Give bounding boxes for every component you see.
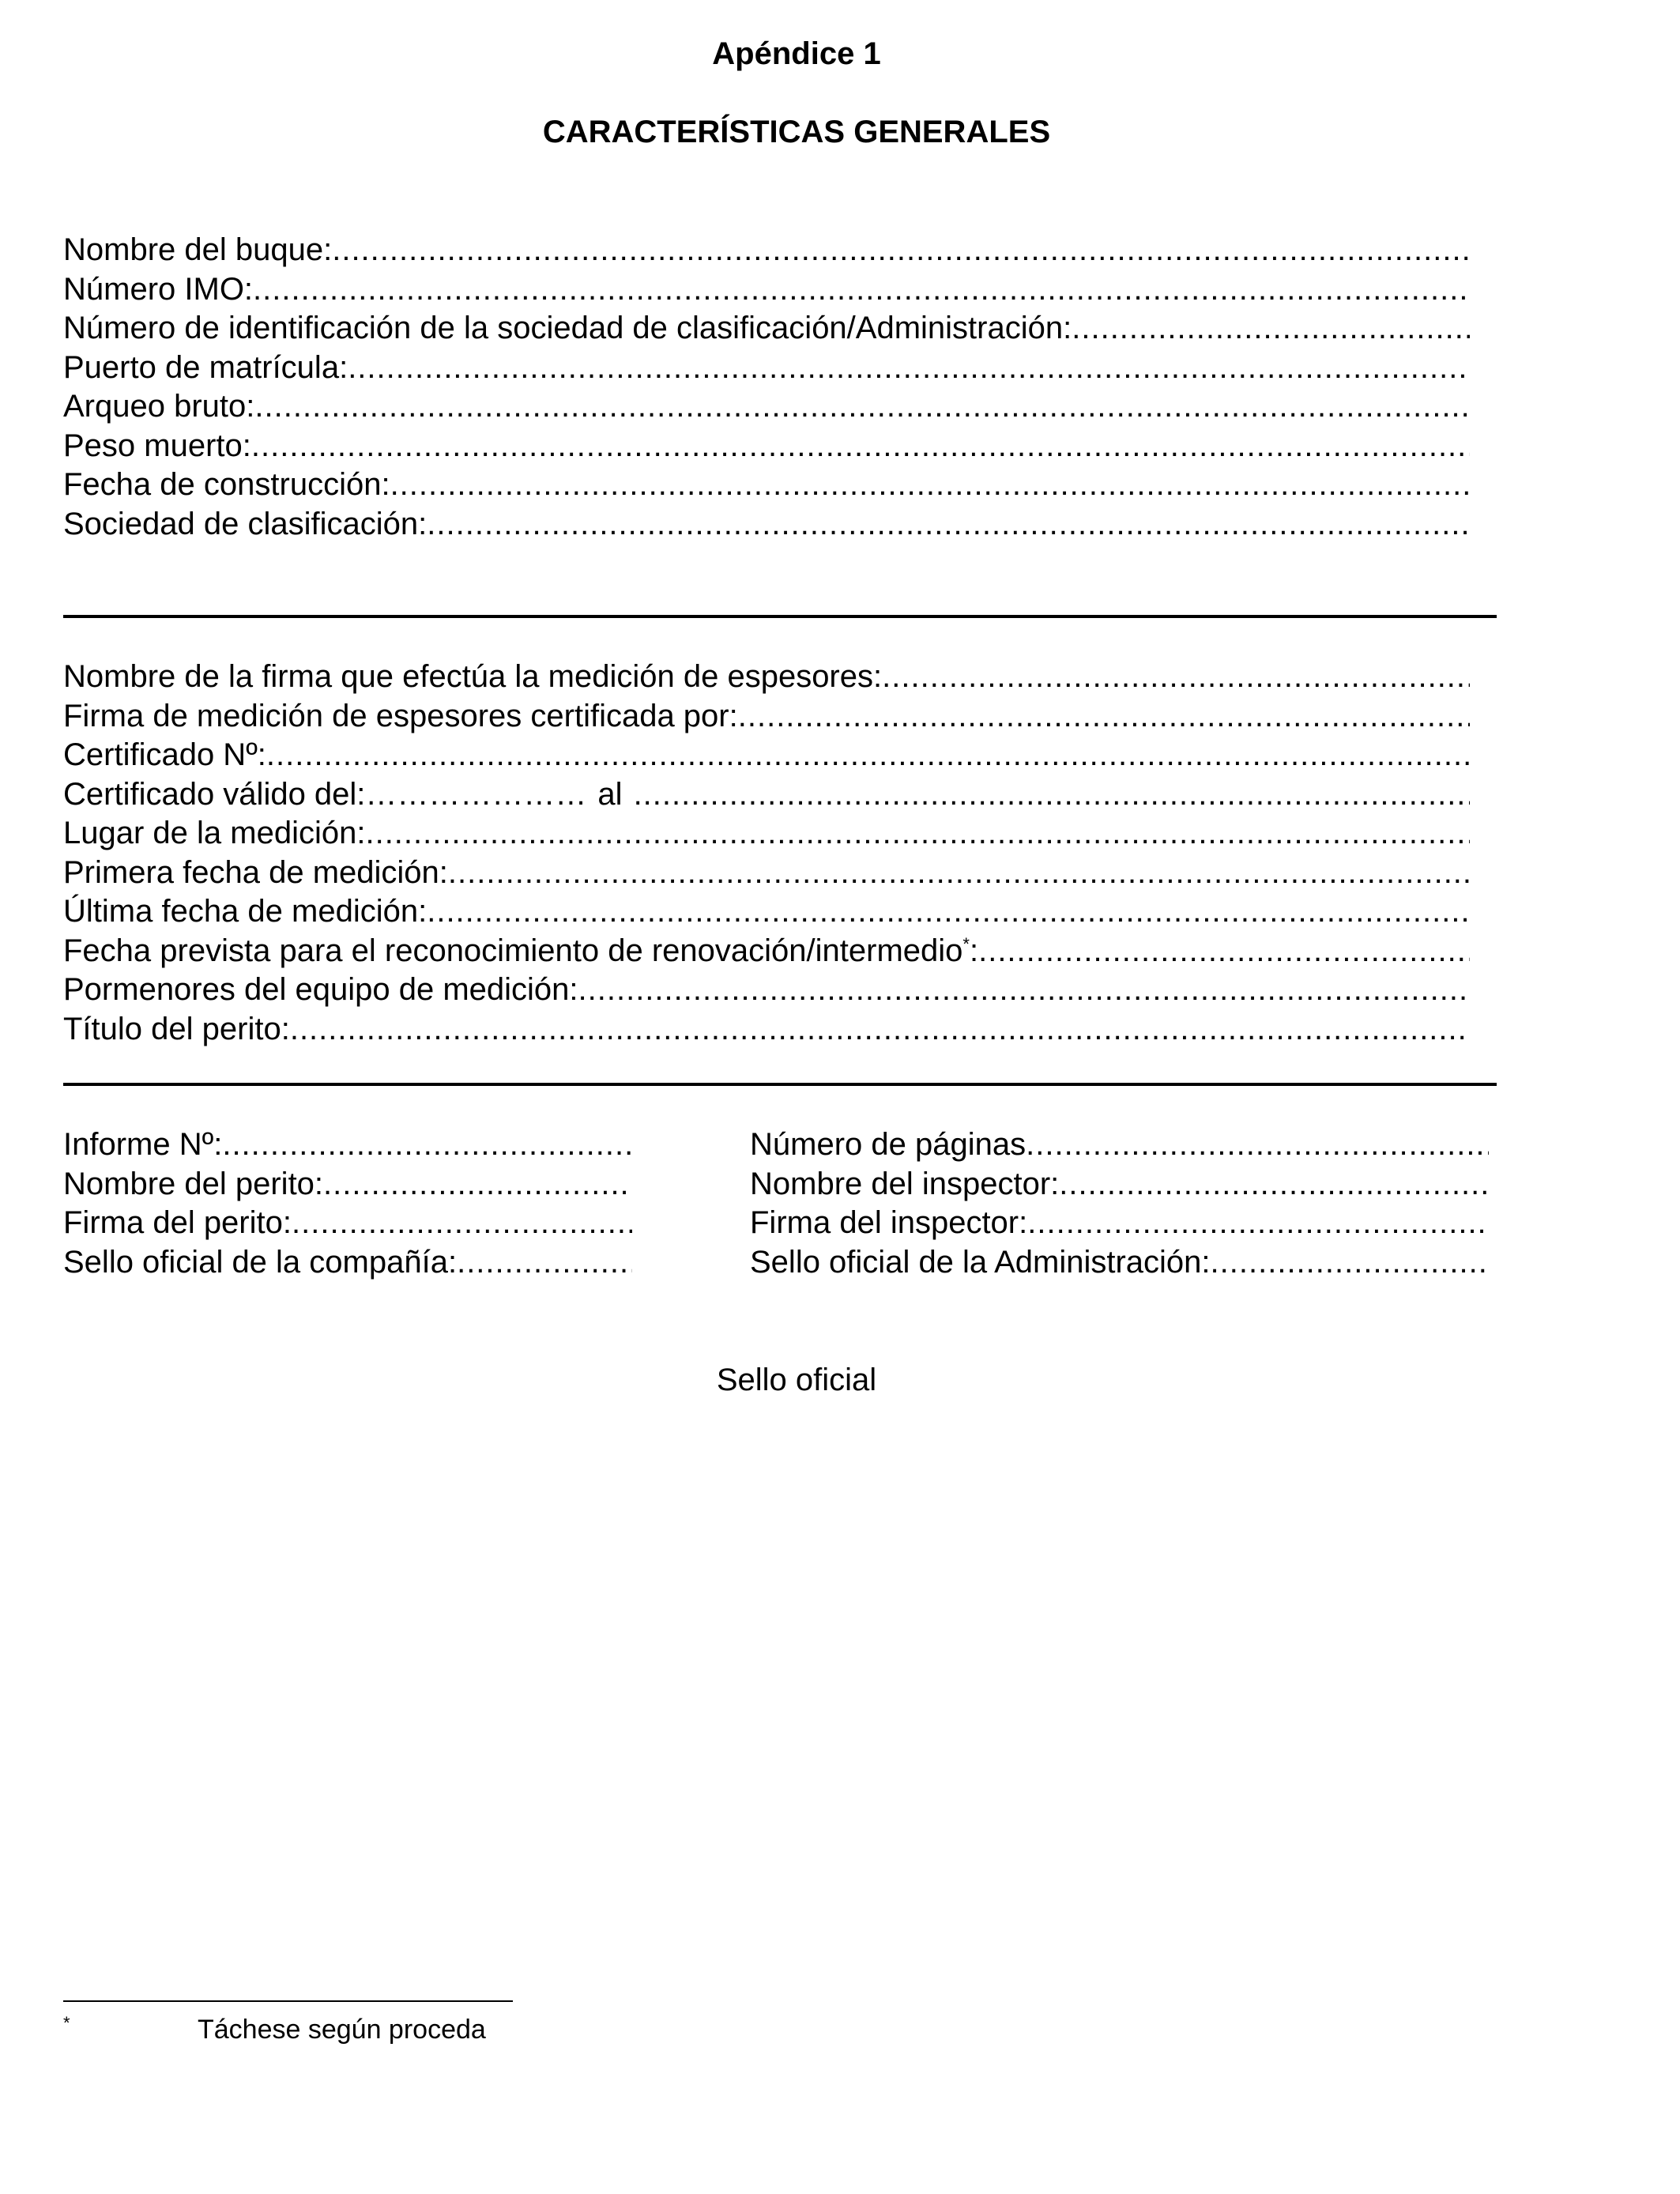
field-label: Número de páginas — [750, 1127, 1026, 1162]
section-divider — [63, 615, 1497, 618]
company-stamp-field[interactable] — [63, 1243, 632, 1283]
field-label: Firma del inspector: — [750, 1205, 1028, 1240]
first-date-field[interactable] — [63, 854, 1470, 893]
field-label: Arqueo bruto: — [63, 389, 255, 424]
official-stamp-label: Sello oficial — [716, 1363, 877, 1397]
dotted-fill-line — [323, 1165, 632, 1204]
dotted-fill-line — [448, 854, 1470, 893]
footnote-reference: * — [962, 933, 970, 954]
build-date-field[interactable] — [63, 466, 1470, 505]
field-label: Nombre del perito: — [63, 1166, 324, 1201]
dotted-fill-line — [457, 1243, 632, 1283]
equipment-field[interactable] — [63, 971, 1470, 1010]
surveyor-signature-block — [750, 1125, 1489, 1282]
dotted-fill-line — [882, 658, 1470, 697]
footnote-mark: * — [63, 2013, 70, 2033]
operator-signature-block — [63, 1125, 632, 1282]
report-number-field[interactable] — [63, 1125, 632, 1165]
certificate-number-field[interactable] — [63, 736, 1470, 775]
footnote-text: Táchese según proceda — [198, 2015, 486, 2045]
measurement-details — [63, 658, 1470, 1049]
ship-particulars — [63, 231, 1470, 544]
class-society-field[interactable] — [63, 505, 1470, 545]
dotted-fill-line — [1072, 309, 1470, 349]
firm-certified-by-field[interactable] — [63, 697, 1470, 737]
footnote — [63, 2014, 486, 2049]
field-label: Sociedad de clasificación: — [63, 506, 428, 541]
dotted-fill-line — [332, 231, 1470, 270]
port-of-registry-field[interactable] — [63, 349, 1470, 388]
dotted-fill-line — [266, 736, 1470, 775]
operator-title-field[interactable] — [63, 1010, 1470, 1050]
field-label: Informe Nº: — [63, 1127, 223, 1162]
imo-number-field[interactable] — [63, 270, 1470, 310]
field-label: Primera fecha de medición: — [63, 854, 448, 890]
field-label: Firma de medición de espesores certificada por: — [63, 698, 738, 733]
footnote-divider — [63, 2000, 513, 2002]
class-id-field[interactable] — [63, 309, 1470, 349]
dotted-fill-line — [222, 1125, 632, 1165]
survey-due-label: Fecha prevista para el reconocimiento de renovación/intermedio — [63, 933, 963, 968]
field-label: Título del perito: — [63, 1011, 290, 1046]
field-label: Sello oficial de la compañía: — [63, 1244, 458, 1280]
field-label — [63, 932, 978, 971]
dotted-fill-line — [253, 270, 1470, 310]
field-label: Nombre del buque: — [63, 232, 333, 267]
dotted-fill-line — [1026, 1125, 1489, 1165]
field-label: Pormenores del equipo de medición: — [63, 972, 578, 1007]
dotted-fill-line — [427, 892, 1470, 932]
field-label: Número de identificación de la sociedad de clasificación/Administración: — [63, 311, 1072, 345]
field-label: Última fecha de medición: — [63, 894, 428, 929]
validity-to-label: al — [597, 776, 623, 812]
operator-name-field[interactable] — [63, 1165, 632, 1204]
dotted-fill-line — [254, 387, 1470, 427]
section-divider — [63, 1083, 1497, 1086]
gross-tonnage-field[interactable] — [63, 387, 1470, 427]
page-count-field[interactable] — [750, 1125, 1489, 1165]
field-label: Peso muerto: — [63, 428, 251, 463]
ship-name-field[interactable] — [63, 231, 1470, 270]
dotted-fill-line — [348, 349, 1470, 388]
dotted-fill-line — [292, 1204, 632, 1243]
dotted-fill-line — [390, 466, 1470, 505]
dotted-fill-line — [634, 775, 1470, 815]
firm-name-field[interactable] — [63, 658, 1470, 697]
certificate-validity-field[interactable] — [63, 775, 1470, 815]
dotted-fill-line — [427, 505, 1470, 545]
dotted-fill-line — [365, 775, 586, 815]
field-label: Certificado Nº: — [63, 737, 266, 772]
dotted-fill-line — [365, 814, 1470, 854]
dotted-fill-line — [1059, 1165, 1489, 1204]
field-label: Sello oficial de la Administración: — [750, 1244, 1211, 1280]
dotted-fill-line — [978, 932, 1470, 971]
field-label: Fecha de construcción: — [63, 467, 390, 502]
dotted-fill-line — [290, 1010, 1470, 1050]
survey-due-date-field[interactable] — [63, 932, 1470, 971]
deadweight-field[interactable] — [63, 427, 1470, 466]
field-label: Lugar de la medición: — [63, 816, 366, 850]
dotted-fill-line — [251, 427, 1470, 466]
appendix-title: Apéndice 1 — [712, 36, 881, 71]
field-label: Nombre de la firma que efectúa la medición de espesores: — [63, 659, 883, 694]
operator-signature-field[interactable] — [63, 1204, 632, 1243]
dotted-fill-line — [1027, 1204, 1489, 1243]
administration-stamp-field[interactable] — [750, 1243, 1489, 1283]
measurement-place-field[interactable] — [63, 814, 1470, 854]
last-date-field[interactable] — [63, 892, 1470, 932]
surveyor-name-field[interactable] — [750, 1165, 1489, 1204]
field-label: Nombre del inspector: — [750, 1166, 1060, 1201]
dotted-fill-line — [1211, 1243, 1489, 1283]
surveyor-signature-field[interactable] — [750, 1204, 1489, 1243]
dotted-fill-line — [578, 971, 1470, 1010]
field-label: Firma del perito: — [63, 1205, 292, 1240]
field-label: Número IMO: — [63, 271, 254, 307]
field-label: Certificado válido del: — [63, 776, 366, 812]
label-colon: : — [969, 933, 979, 968]
dotted-fill-line — [738, 697, 1470, 737]
field-label: Puerto de matrícula: — [63, 349, 348, 385]
section-subtitle: CARACTERÍSTICAS GENERALES — [542, 115, 1051, 149]
